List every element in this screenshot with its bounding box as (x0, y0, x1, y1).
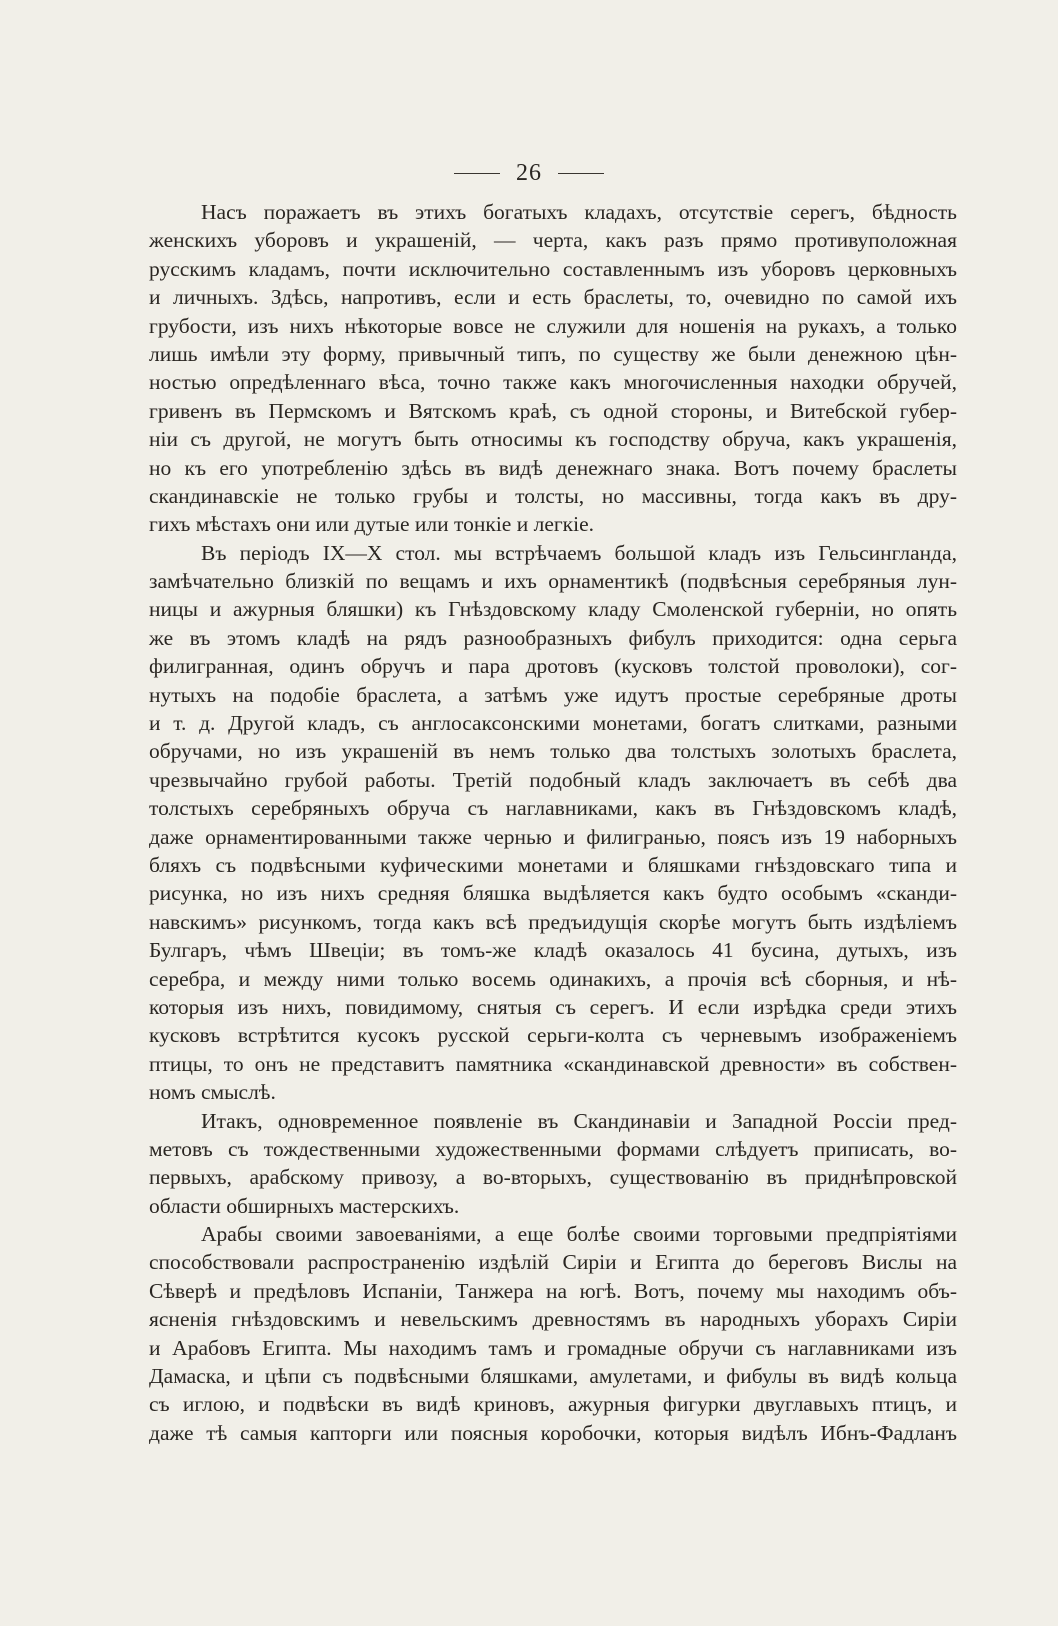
text-line: съ иглою, и подвѣски въ видѣ криновъ, ажурныя фигурки двуглавыхъ птицъ, и (149, 1392, 957, 1417)
text-line: даже тѣ самыя капторги или поясныя коробочки, которыя видѣлъ Ибнъ-Фадланъ (149, 1420, 957, 1445)
page-header (0, 156, 1058, 190)
text-line: гихъ мѣстахъ они или дутые или тонкіе и легкіе. (149, 512, 595, 537)
paragraph (149, 1107, 957, 1221)
text-line: чрезвычайно грубой работы. Третій подобный кладъ заключаетъ въ себѣ два (149, 767, 957, 792)
text-line: грубости, изъ нихъ нѣкоторые вовсе не служили для ношенія на рукахъ, а только (149, 313, 957, 338)
text-line: ностью опредѣленнаго вѣса, точно также какъ многочисленныя находки обручей, (149, 370, 957, 395)
text-line: ясненія гнѣздовскимъ и невельскимъ древностямъ въ народныхъ уборахъ Сиріи (149, 1307, 957, 1332)
text-line: лишь имѣли эту форму, привычный типъ, по существу же были денежною цѣн- (149, 341, 957, 366)
text-line: кусковъ встрѣтится кусокъ русской серьги-колта съ черневымъ изображеніемъ (149, 1023, 957, 1048)
page-number: 26 (516, 160, 542, 186)
text-line: замѣчательно близкій по вещамъ и ихъ орнаментикѣ (подвѣсныя серебряныя лун- (149, 569, 957, 594)
text-line: филигранная, одинъ обручъ и пара дротовъ (кусковъ толстой проволоки), сог- (149, 654, 957, 679)
text-line: гривенъ въ Пермскомъ и Вятскомъ краѣ, съ одной стороны, и Витебской губер- (149, 398, 957, 423)
header-rule-left (454, 173, 500, 174)
header-rule-right (558, 173, 604, 174)
text-line: Насъ поражаетъ въ этихъ богатыхъ кладахъ, отсутствіе серегъ, бѣдность (201, 200, 957, 224)
paragraph (149, 539, 957, 1107)
paragraph (149, 1220, 957, 1447)
text-line: серебра, и между ними только восемь одинакихъ, а прочія всѣ сборныя, и нѣ- (149, 966, 957, 991)
text-line: Арабы своими завоеваніями, а еще болѣе своими торговыми предпріятіями (201, 1222, 957, 1247)
text-line: Итакъ, одновременное появленіе въ Скандинавіи и Западной Россіи пред- (201, 1108, 957, 1133)
text-line: Дамаска, и цѣпи съ подвѣсными бляшками, амулетами, и фибулы въ видѣ кольца (149, 1364, 957, 1389)
page-body-text (149, 198, 957, 1447)
text-line: но къ его употребленію здѣсь въ видѣ денежнаго знака. Вотъ почему браслеты (149, 455, 957, 480)
text-line: и т. д. Другой кладъ, съ англосаксонскими монетами, богатъ слитками, разными (149, 711, 957, 736)
text-line: птицы, то онъ не представитъ памятника «скандинавской древности» въ собствен- (149, 1051, 957, 1076)
text-line: женскихъ уборовъ и украшеній, — черта, какъ разъ прямо противуположная (149, 228, 957, 253)
text-line: нутыхъ на подобіе браслета, а затѣмъ уже идутъ простые серебряные дроты (149, 682, 957, 707)
text-line: ніи съ другой, не могутъ быть относимы къ господству обруча, какъ украшенія, (149, 427, 957, 452)
text-line: первыхъ, арабскому привозу, а во-вторыхъ, существованію въ приднѣпровской (149, 1165, 957, 1190)
text-line: толстыхъ серебряныхъ обруча съ наглавниками, какъ въ Гнѣздовскомъ кладѣ, (149, 796, 957, 821)
text-line: способствовали распространенію издѣлій Сиріи и Египта до береговъ Вислы на (149, 1250, 957, 1275)
paragraph (149, 198, 957, 539)
text-line: которыя изъ нихъ, повидимому, снятыя съ серегъ. И если изрѣдка среди этихъ (149, 994, 957, 1019)
text-line: же въ этомъ кладѣ на рядъ разнообразныхъ фибулъ приходится: одна серьга (149, 625, 957, 650)
text-line: рисунка, но изъ нихъ средняя бляшка выдѣляется какъ будто особымъ «сканди- (149, 881, 957, 906)
text-line: Въ періодъ IX—X стол. мы встрѣчаемъ большой кладъ изъ Гельсингланда, (201, 540, 957, 565)
text-line: Булгаръ, чѣмъ Швеціи; въ томъ-же кладѣ оказалось 41 бусина, дутыхъ, изъ (149, 938, 957, 963)
text-line: русскимъ кладамъ, почти исключительно составленнымъ изъ уборовъ церковныхъ (149, 256, 957, 281)
text-line: бляхъ съ подвѣсными куфическими монетами и бляшками гнѣздовскаго типа и (149, 852, 957, 877)
text-line: области обширныхъ мастерскихъ. (149, 1193, 460, 1218)
text-line: и личныхъ. Здѣсь, напротивъ, если и есть браслеты, то, очевидно по самой ихъ (149, 285, 957, 310)
text-line: и Арабовъ Египта. Мы находимъ тамъ и громадные обручи съ наглавниками изъ (149, 1335, 957, 1360)
text-line: даже орнаментированными также чернью и филигранью, поясъ изъ 19 наборныхъ (149, 824, 957, 849)
text-line: ницы и ажурныя бляшки) къ Гнѣздовскому кладу Смоленской губерніи, но опять (149, 597, 957, 622)
text-line: навскимъ» рисункомъ, тогда какъ всѣ предъидущія скорѣе могутъ быть издѣліемъ (149, 909, 957, 934)
text-line: Сѣверѣ и предѣловъ Испаніи, Танжера на югѣ. Вотъ, почему мы находимъ объ- (149, 1278, 957, 1303)
text-line: метовъ съ тождественными художественными формами слѣдуетъ приписать, во- (149, 1136, 957, 1161)
text-line: номъ смыслѣ. (149, 1080, 276, 1105)
text-line: обручами, но изъ украшеній въ немъ только два толстыхъ золотыхъ браслета, (149, 739, 957, 764)
text-line: скандинавскіе не только грубы и толсты, но массивны, тогда какъ въ дру- (149, 483, 957, 508)
